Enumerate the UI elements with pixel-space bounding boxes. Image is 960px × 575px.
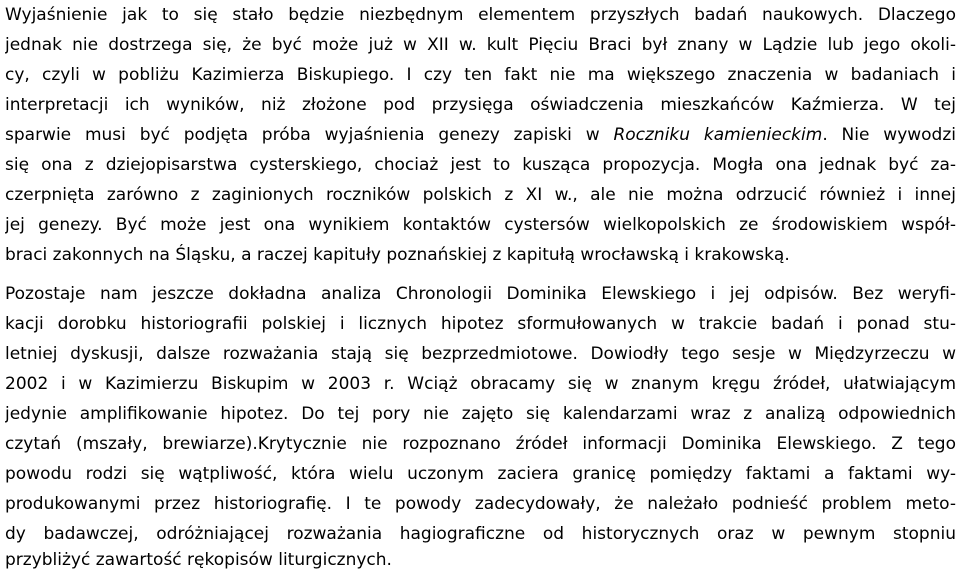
text-run: . Nie wywodzi bbox=[822, 125, 956, 145]
text-line: się ona z dziejopisarstwa cysterskiego, chociaż jest to kusząca propozycja. Mogła ona jednak być za- bbox=[5, 155, 956, 175]
text-line: czytań (mszały, brewiarze).Krytycznie nie rozpoznano źródeł informacji Dominika Elewskiego. Z tego bbox=[5, 434, 956, 454]
text-line: jednak nie dostrzega się, że być może już w XII w. kult Pięciu Braci był znany w Lądzie lub jego okoli- bbox=[5, 35, 956, 55]
text-line: Wyjaśnienie jak to się stało będzie niezbędnym elementem przyszłych badań naukowych. Dlaczego bbox=[5, 5, 956, 25]
text-line: jej genezy. Być może jest ona wynikiem kontaktów cystersów wielkopolskich ze środowiskiem współ- bbox=[5, 215, 956, 235]
italic-title: Roczniku kamienieckim bbox=[613, 125, 823, 145]
text-line: produkowanymi przez historiografię. I te powody zadecydowały, że należało podnieść problem meto- bbox=[5, 494, 956, 514]
text-line: Pozostaje nam jeszcze dokładna analiza Chronologii Dominika Elewskiego i jej odpisów. Bez weryfi- bbox=[5, 284, 956, 304]
text-line: cy, czyli w pobliżu Kazimierza Biskupiego. I czy ten fakt nie ma większego znaczenia w badaniach i bbox=[5, 65, 956, 85]
text-run: sparwie musi być podjęta próba wyjaśnienia genezy zapiski w bbox=[5, 125, 614, 145]
text-line: interpretacji ich wyników, niż złożone pod przysięga oświadczenia mieszkańców Kaźmierza. W tej bbox=[5, 95, 956, 115]
text-line: jedynie amplifikowanie hipotez. Do tej pory nie zajęto się kalendarzami wraz z analizą odpowiednich bbox=[5, 404, 956, 424]
text-line: braci zakonnych na Śląsku, a raczej kapituły poznańskiej z kapitułą wrocławską i krakowską. bbox=[5, 245, 790, 265]
text-line: czerpnięta zarówno z zaginionych roczników polskich z XI w., ale nie można odrzucić również i innej bbox=[5, 185, 956, 205]
text-line: letniej dyskusji, dalsze rozważania stają się bezprzedmiotowe. Dowiodły tego sesje w Międzyrzeczu w bbox=[5, 344, 956, 364]
text-line: kacji dorobku historiografii polskiej i licznych hipotez sformułowanych w trakcie badań i ponad stu- bbox=[5, 314, 956, 334]
text-line: dy badawczej, odróżniającej rozważania hagiograficzne od historycznych oraz w pewnym stopniu bbox=[5, 524, 956, 544]
text-line: przybliżyć zawartość rękopisów liturgicznych. bbox=[5, 550, 392, 570]
text-line: 2002 i w Kazimierzu Biskupim w 2003 r. Wciąż obracamy się w znanym kręgu źródeł, ułatwiającym bbox=[5, 374, 956, 394]
text-line: powodu rodzi się wątpliwość, która wielu uczonym zaciera granicę pomiędzy faktami a faktami wy- bbox=[5, 464, 956, 484]
text-line bbox=[5, 120, 956, 150]
